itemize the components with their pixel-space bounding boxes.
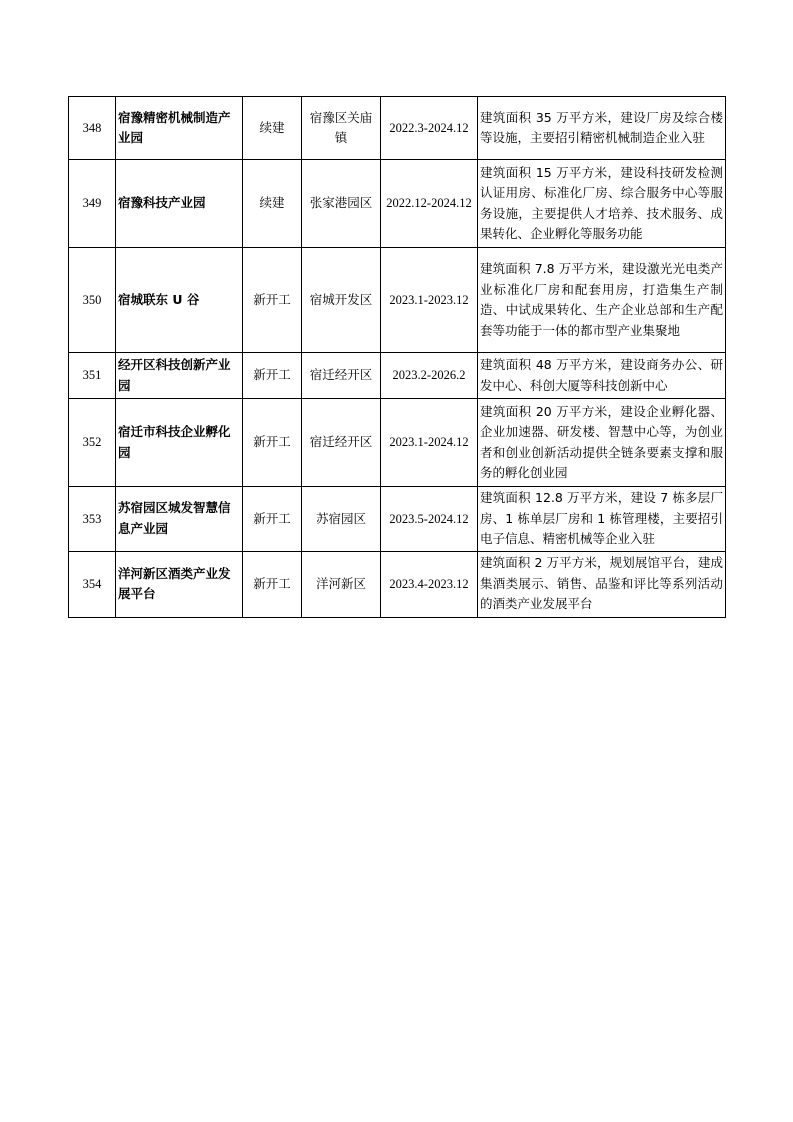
construction-type: 续建 <box>243 97 302 160</box>
row-number: 354 <box>69 551 116 617</box>
construction-content: 建筑面积 15 万平方米，建设科技研发检测认证用房、标准化厂房、综合服务中心等服务设施，主要提供人才培养、技术服务、成果转化、企业孵化等服务功能 <box>478 160 726 248</box>
project-location: 宿豫区关庙镇 <box>302 97 381 160</box>
construction-period: 2023.4-2023.12 <box>381 551 478 617</box>
project-name: 经开区科技创新产业园 <box>116 353 243 399</box>
table-row <box>69 160 726 248</box>
row-number: 352 <box>69 399 116 487</box>
project-location: 宿城开发区 <box>302 248 381 353</box>
row-number: 349 <box>69 160 116 248</box>
construction-period: 2022.12-2024.12 <box>381 160 478 248</box>
row-number: 353 <box>69 487 116 552</box>
project-location: 宿迁经开区 <box>302 399 381 487</box>
construction-content: 建筑面积 20 万平方米，建设企业孵化器、企业加速器、研发楼、智慧中心等，为创业者和创业创新活动提供全链条要素支撑和服务的孵化创业园 <box>478 399 726 487</box>
project-name: 洋河新区酒类产业发展平台 <box>116 551 243 617</box>
construction-type: 新开工 <box>243 487 302 552</box>
table-row <box>69 248 726 353</box>
construction-type: 新开工 <box>243 248 302 353</box>
construction-type: 新开工 <box>243 353 302 399</box>
construction-content: 建筑面积 48 万平方米，建设商务办公、研发中心、科创大厦等科技创新中心 <box>478 353 726 399</box>
table-row <box>69 399 726 487</box>
construction-type: 新开工 <box>243 551 302 617</box>
project-name: 宿迁市科技企业孵化园 <box>116 399 243 487</box>
table-row <box>69 97 726 160</box>
construction-period: 2023.5-2024.12 <box>381 487 478 552</box>
project-table <box>68 96 726 618</box>
project-location: 洋河新区 <box>302 551 381 617</box>
construction-content: 建筑面积 2 万平方米，规划展馆平台，建成集酒类展示、销售、品鉴和评比等系列活动的酒类产业发展平台 <box>478 551 726 617</box>
construction-type: 新开工 <box>243 399 302 487</box>
construction-content: 建筑面积 12.8 万平方米，建设 7 栋多层厂房、1 栋单层厂房和 1 栋管理楼，主要招引电子信息、精密机械等企业入驻 <box>478 487 726 552</box>
project-location: 宿迁经开区 <box>302 353 381 399</box>
row-number: 350 <box>69 248 116 353</box>
construction-period: 2023.1-2024.12 <box>381 399 478 487</box>
project-location: 苏宿园区 <box>302 487 381 552</box>
table-row <box>69 551 726 617</box>
table-row <box>69 353 726 399</box>
table-row <box>69 487 726 552</box>
project-location: 张家港园区 <box>302 160 381 248</box>
construction-period: 2022.3-2024.12 <box>381 97 478 160</box>
project-name: 宿城联东 U 谷 <box>116 248 243 353</box>
construction-period: 2023.1-2023.12 <box>381 248 478 353</box>
construction-content: 建筑面积 7.8 万平方米，建设激光光电类产业标准化厂房和配套用房，打造集生产制造、中试成果转化、生产企业总部和生产配套等功能于一体的都市型产业集聚地 <box>478 248 726 353</box>
construction-type: 续建 <box>243 160 302 248</box>
construction-period: 2023.2-2026.2 <box>381 353 478 399</box>
row-number: 348 <box>69 97 116 160</box>
project-name: 宿豫精密机械制造产业园 <box>116 97 243 160</box>
construction-content: 建筑面积 35 万平方米，建设厂房及综合楼等设施，主要招引精密机械制造企业入驻 <box>478 97 726 160</box>
project-name: 苏宿园区城发智慧信息产业园 <box>116 487 243 552</box>
row-number: 351 <box>69 353 116 399</box>
project-name: 宿豫科技产业园 <box>116 160 243 248</box>
